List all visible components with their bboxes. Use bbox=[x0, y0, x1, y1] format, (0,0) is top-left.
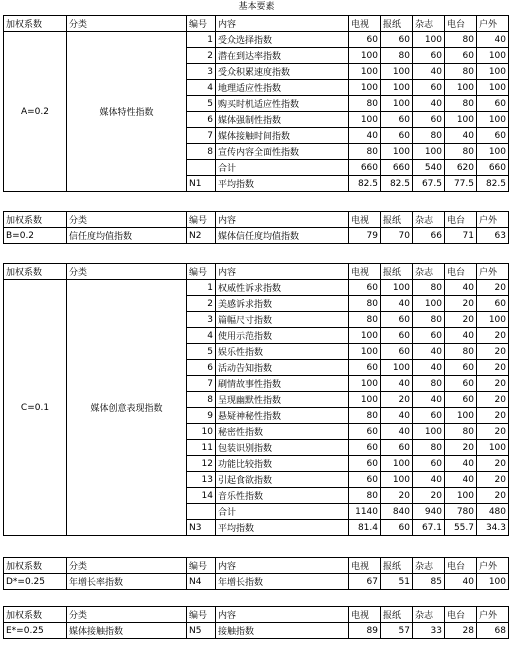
header-row bbox=[4, 212, 509, 228]
content-cell: 娱乐性指数 bbox=[216, 344, 349, 360]
value-cell: 40 bbox=[413, 472, 445, 488]
value-cell: 20 bbox=[381, 392, 413, 408]
header-content: 内容 bbox=[216, 212, 349, 228]
content-cell: 活动告知指数 bbox=[216, 360, 349, 376]
value-cell: 40 bbox=[381, 376, 413, 392]
header-newspaper: 报纸 bbox=[381, 607, 413, 623]
value-cell: 60 bbox=[349, 280, 381, 296]
value-cell: 100 bbox=[477, 144, 509, 160]
table-row bbox=[4, 32, 509, 48]
row-number-cell: 4 bbox=[187, 328, 216, 344]
value-cell: 100 bbox=[477, 64, 509, 80]
value-cell: 80 bbox=[413, 376, 445, 392]
category-cell: 信任度均值指数 bbox=[67, 228, 187, 244]
row-number-cell: 1 bbox=[187, 32, 216, 48]
header-row bbox=[4, 558, 509, 574]
header-row bbox=[4, 607, 509, 623]
average-value-cell: 77.5 bbox=[445, 176, 477, 192]
table-row bbox=[4, 280, 509, 296]
category-cell: 媒体特性指数 bbox=[67, 32, 187, 192]
table-row bbox=[4, 228, 509, 244]
value-cell: 71 bbox=[445, 228, 477, 244]
total-label: 合计 bbox=[216, 504, 349, 520]
value-cell: 80 bbox=[413, 128, 445, 144]
code-cell bbox=[187, 160, 216, 176]
value-cell: 60 bbox=[381, 328, 413, 344]
value-cell: 40 bbox=[413, 96, 445, 112]
header-content: 内容 bbox=[216, 607, 349, 623]
table-row bbox=[4, 574, 509, 590]
value-cell: 85 bbox=[413, 574, 445, 590]
value-cell: 40 bbox=[445, 328, 477, 344]
value-cell: 100 bbox=[381, 96, 413, 112]
content-cell: 呈现幽默性指数 bbox=[216, 392, 349, 408]
value-cell: 60 bbox=[413, 80, 445, 96]
value-cell: 20 bbox=[477, 392, 509, 408]
value-cell: 66 bbox=[413, 228, 445, 244]
header-newspaper: 报纸 bbox=[381, 212, 413, 228]
value-cell: 100 bbox=[381, 360, 413, 376]
header-code: 编号 bbox=[187, 16, 216, 32]
content-cell: 受众积累速度指数 bbox=[216, 64, 349, 80]
table-row bbox=[4, 623, 509, 639]
value-cell: 40 bbox=[445, 574, 477, 590]
header-radio: 电台 bbox=[445, 607, 477, 623]
value-cell: 20 bbox=[413, 488, 445, 504]
header-category: 分类 bbox=[67, 16, 187, 32]
value-cell: 60 bbox=[413, 328, 445, 344]
row-number-cell: 1 bbox=[187, 280, 216, 296]
value-cell: 100 bbox=[381, 456, 413, 472]
category-cell: 媒体创意表现指数 bbox=[67, 280, 187, 536]
average-value-cell: 82.5 bbox=[349, 176, 381, 192]
value-cell: 100 bbox=[445, 80, 477, 96]
value-cell: 63 bbox=[477, 228, 509, 244]
value-cell: 80 bbox=[445, 96, 477, 112]
weight-cell: A=0.2 bbox=[4, 32, 67, 192]
value-cell: 20 bbox=[477, 328, 509, 344]
value-cell: 20 bbox=[477, 472, 509, 488]
value-cell: 100 bbox=[477, 574, 509, 590]
header-code: 编号 bbox=[187, 607, 216, 623]
value-cell: 100 bbox=[445, 408, 477, 424]
content-cell: 引起食欲指数 bbox=[216, 472, 349, 488]
value-cell: 60 bbox=[349, 424, 381, 440]
value-cell: 60 bbox=[445, 376, 477, 392]
code-cell: N4 bbox=[187, 574, 216, 590]
value-cell: 40 bbox=[445, 472, 477, 488]
header-row bbox=[4, 264, 509, 280]
row-number-cell: 8 bbox=[187, 144, 216, 160]
header-category: 分类 bbox=[67, 212, 187, 228]
value-cell: 100 bbox=[477, 440, 509, 456]
content-cell: 宣传内容全面性指数 bbox=[216, 144, 349, 160]
value-cell: 80 bbox=[445, 32, 477, 48]
value-cell: 89 bbox=[349, 623, 381, 639]
header-weight: 加权系数 bbox=[4, 607, 67, 623]
page-title: 基本要素 bbox=[238, 2, 275, 12]
value-cell: 100 bbox=[381, 472, 413, 488]
row-number-cell: 2 bbox=[187, 48, 216, 64]
category-cell: 年增长率指数 bbox=[67, 574, 187, 590]
header-outdoor: 户外 bbox=[477, 264, 509, 280]
value-cell: 60 bbox=[477, 296, 509, 312]
header-outdoor: 户外 bbox=[477, 212, 509, 228]
code-cell: N3 bbox=[187, 520, 216, 536]
value-cell: 100 bbox=[349, 80, 381, 96]
header-category: 分类 bbox=[67, 607, 187, 623]
value-cell: 100 bbox=[477, 48, 509, 64]
value-cell: 60 bbox=[349, 360, 381, 376]
row-number-cell: 13 bbox=[187, 472, 216, 488]
value-cell: 80 bbox=[349, 312, 381, 328]
value-cell: 60 bbox=[349, 456, 381, 472]
header-magazine: 杂志 bbox=[413, 558, 445, 574]
value-cell: 80 bbox=[349, 96, 381, 112]
code-cell: N5 bbox=[187, 623, 216, 639]
header-code: 编号 bbox=[187, 558, 216, 574]
value-cell: 60 bbox=[445, 48, 477, 64]
value-cell: 40 bbox=[445, 280, 477, 296]
value-cell: 60 bbox=[381, 112, 413, 128]
value-cell: 80 bbox=[445, 144, 477, 160]
header-newspaper: 报纸 bbox=[381, 264, 413, 280]
value-cell: 40 bbox=[381, 296, 413, 312]
value-cell: 100 bbox=[349, 392, 381, 408]
value-cell: 100 bbox=[445, 112, 477, 128]
value-cell: 60 bbox=[413, 408, 445, 424]
header-category: 分类 bbox=[67, 558, 187, 574]
value-cell: 40 bbox=[477, 32, 509, 48]
value-cell: 80 bbox=[413, 280, 445, 296]
value-cell: 57 bbox=[381, 623, 413, 639]
content-cell: 音乐性指数 bbox=[216, 488, 349, 504]
value-cell: 20 bbox=[477, 424, 509, 440]
header-content: 内容 bbox=[216, 558, 349, 574]
value-cell: 80 bbox=[445, 424, 477, 440]
value-cell: 60 bbox=[381, 344, 413, 360]
header-tv: 电视 bbox=[349, 16, 381, 32]
header-radio: 电台 bbox=[445, 558, 477, 574]
row-number-cell: 10 bbox=[187, 424, 216, 440]
header-weight: 加权系数 bbox=[4, 16, 67, 32]
content-cell: 地理适应性指数 bbox=[216, 80, 349, 96]
section-a-table bbox=[3, 15, 509, 192]
value-cell: 40 bbox=[413, 360, 445, 376]
row-number-cell: 7 bbox=[187, 128, 216, 144]
value-cell: 60 bbox=[477, 128, 509, 144]
header-category: 分类 bbox=[67, 264, 187, 280]
value-cell: 40 bbox=[349, 128, 381, 144]
section-d-table bbox=[3, 557, 509, 590]
value-cell: 80 bbox=[349, 408, 381, 424]
content-cell: 媒体强制性指数 bbox=[216, 112, 349, 128]
average-value-cell: 34.3 bbox=[477, 520, 509, 536]
value-cell: 60 bbox=[349, 472, 381, 488]
weight-cell: B=0.2 bbox=[4, 228, 67, 244]
code-cell: N1 bbox=[187, 176, 216, 192]
content-cell: 秘密性指数 bbox=[216, 424, 349, 440]
value-cell: 80 bbox=[381, 48, 413, 64]
value-cell: 100 bbox=[477, 80, 509, 96]
average-value-cell: 82.5 bbox=[477, 176, 509, 192]
row-number-cell: 6 bbox=[187, 360, 216, 376]
value-cell: 40 bbox=[413, 392, 445, 408]
value-cell: 79 bbox=[349, 228, 381, 244]
value-cell: 20 bbox=[477, 344, 509, 360]
row-number-cell: 12 bbox=[187, 456, 216, 472]
value-cell: 40 bbox=[445, 456, 477, 472]
value-cell: 100 bbox=[477, 312, 509, 328]
header-newspaper: 报纸 bbox=[381, 558, 413, 574]
value-cell: 80 bbox=[445, 64, 477, 80]
header-tv: 电视 bbox=[349, 212, 381, 228]
header-tv: 电视 bbox=[349, 558, 381, 574]
header-content: 内容 bbox=[216, 16, 349, 32]
content-cell: 潜在到达率指数 bbox=[216, 48, 349, 64]
row-number-cell: 7 bbox=[187, 376, 216, 392]
header-radio: 电台 bbox=[445, 264, 477, 280]
value-cell: 20 bbox=[445, 296, 477, 312]
value-cell: 100 bbox=[349, 112, 381, 128]
row-number-cell: 14 bbox=[187, 488, 216, 504]
row-number-cell: 9 bbox=[187, 408, 216, 424]
value-cell: 20 bbox=[445, 312, 477, 328]
total-value-cell: 620 bbox=[445, 160, 477, 176]
row-number-cell: 3 bbox=[187, 64, 216, 80]
header-magazine: 杂志 bbox=[413, 16, 445, 32]
content-cell: 受众选择指数 bbox=[216, 32, 349, 48]
weight-cell: C=0.1 bbox=[4, 280, 67, 536]
header-weight: 加权系数 bbox=[4, 212, 67, 228]
value-cell: 100 bbox=[381, 80, 413, 96]
value-cell: 100 bbox=[349, 64, 381, 80]
total-value-cell: 940 bbox=[413, 504, 445, 520]
value-cell: 100 bbox=[349, 328, 381, 344]
value-cell: 80 bbox=[349, 296, 381, 312]
weight-cell: D*=0.25 bbox=[4, 574, 67, 590]
content-cell: 使用示范指数 bbox=[216, 328, 349, 344]
average-value-cell: 67.1 bbox=[413, 520, 445, 536]
value-cell: 60 bbox=[349, 440, 381, 456]
value-cell: 60 bbox=[381, 32, 413, 48]
code-cell bbox=[187, 504, 216, 520]
content-cell: 购买时机适应性指数 bbox=[216, 96, 349, 112]
value-cell: 80 bbox=[349, 144, 381, 160]
value-cell: 60 bbox=[445, 360, 477, 376]
header-code: 编号 bbox=[187, 212, 216, 228]
value-cell: 40 bbox=[381, 424, 413, 440]
header-weight: 加权系数 bbox=[4, 264, 67, 280]
value-cell: 20 bbox=[477, 360, 509, 376]
total-value-cell: 780 bbox=[445, 504, 477, 520]
value-cell: 28 bbox=[445, 623, 477, 639]
value-cell: 20 bbox=[477, 408, 509, 424]
content-cell: 功能比较指数 bbox=[216, 456, 349, 472]
total-value-cell: 1140 bbox=[349, 504, 381, 520]
value-cell: 100 bbox=[381, 144, 413, 160]
average-value-cell: 60 bbox=[381, 520, 413, 536]
content-cell: 接触指数 bbox=[216, 623, 349, 639]
value-cell: 20 bbox=[477, 280, 509, 296]
value-cell: 20 bbox=[477, 488, 509, 504]
total-value-cell: 480 bbox=[477, 504, 509, 520]
total-value-cell: 660 bbox=[477, 160, 509, 176]
header-tv: 电视 bbox=[349, 264, 381, 280]
row-number-cell: 6 bbox=[187, 112, 216, 128]
value-cell: 100 bbox=[477, 112, 509, 128]
total-label: 合计 bbox=[216, 160, 349, 176]
row-number-cell: 2 bbox=[187, 296, 216, 312]
value-cell: 60 bbox=[413, 112, 445, 128]
weight-cell: E*=0.25 bbox=[4, 623, 67, 639]
header-radio: 电台 bbox=[445, 16, 477, 32]
value-cell: 100 bbox=[413, 424, 445, 440]
value-cell: 70 bbox=[381, 228, 413, 244]
content-cell: 媒体接触时间指数 bbox=[216, 128, 349, 144]
value-cell: 60 bbox=[381, 128, 413, 144]
row-number-cell: 11 bbox=[187, 440, 216, 456]
value-cell: 100 bbox=[349, 376, 381, 392]
value-cell: 60 bbox=[477, 96, 509, 112]
header-weight: 加权系数 bbox=[4, 558, 67, 574]
category-cell: 媒体接触指数 bbox=[67, 623, 187, 639]
value-cell: 100 bbox=[413, 32, 445, 48]
content-cell: 美感诉求指数 bbox=[216, 296, 349, 312]
section-c-table bbox=[3, 263, 509, 536]
value-cell: 51 bbox=[381, 574, 413, 590]
value-cell: 100 bbox=[445, 488, 477, 504]
header-newspaper: 报纸 bbox=[381, 16, 413, 32]
total-value-cell: 840 bbox=[381, 504, 413, 520]
section-b-table bbox=[3, 211, 509, 244]
average-value-cell: 81.4 bbox=[349, 520, 381, 536]
average-label: 平均指数 bbox=[216, 176, 349, 192]
section-e-table bbox=[3, 606, 509, 639]
value-cell: 100 bbox=[381, 280, 413, 296]
value-cell: 100 bbox=[413, 144, 445, 160]
row-number-cell: 3 bbox=[187, 312, 216, 328]
average-value-cell: 67.5 bbox=[413, 176, 445, 192]
row-number-cell: 4 bbox=[187, 80, 216, 96]
value-cell: 100 bbox=[381, 64, 413, 80]
total-value-cell: 540 bbox=[413, 160, 445, 176]
row-number-cell: 8 bbox=[187, 392, 216, 408]
value-cell: 100 bbox=[349, 48, 381, 64]
content-cell: 权威性诉求指数 bbox=[216, 280, 349, 296]
header-content: 内容 bbox=[216, 264, 349, 280]
value-cell: 40 bbox=[413, 344, 445, 360]
value-cell: 33 bbox=[413, 623, 445, 639]
value-cell: 20 bbox=[477, 376, 509, 392]
value-cell: 40 bbox=[445, 128, 477, 144]
code-cell: N2 bbox=[187, 228, 216, 244]
header-row bbox=[4, 16, 509, 32]
content-cell: 年增长指数 bbox=[216, 574, 349, 590]
value-cell: 60 bbox=[445, 392, 477, 408]
average-value-cell: 55.7 bbox=[445, 520, 477, 536]
value-cell: 80 bbox=[349, 488, 381, 504]
header-magazine: 杂志 bbox=[413, 607, 445, 623]
value-cell: 60 bbox=[413, 48, 445, 64]
content-cell: 悬疑神秘性指数 bbox=[216, 408, 349, 424]
header-magazine: 杂志 bbox=[413, 212, 445, 228]
value-cell: 40 bbox=[413, 64, 445, 80]
value-cell: 100 bbox=[349, 344, 381, 360]
header-outdoor: 户外 bbox=[477, 607, 509, 623]
header-outdoor: 户外 bbox=[477, 16, 509, 32]
header-outdoor: 户外 bbox=[477, 558, 509, 574]
value-cell: 60 bbox=[349, 32, 381, 48]
value-cell: 80 bbox=[413, 312, 445, 328]
total-value-cell: 660 bbox=[349, 160, 381, 176]
value-cell: 100 bbox=[413, 296, 445, 312]
header-radio: 电台 bbox=[445, 212, 477, 228]
value-cell: 80 bbox=[445, 344, 477, 360]
value-cell: 68 bbox=[477, 623, 509, 639]
value-cell: 80 bbox=[413, 440, 445, 456]
row-number-cell: 5 bbox=[187, 344, 216, 360]
content-cell: 篇幅尺寸指数 bbox=[216, 312, 349, 328]
header-code: 编号 bbox=[187, 264, 216, 280]
value-cell: 60 bbox=[413, 456, 445, 472]
value-cell: 67 bbox=[349, 574, 381, 590]
value-cell: 20 bbox=[381, 488, 413, 504]
content-cell: 媒体信任度均值指数 bbox=[216, 228, 349, 244]
average-label: 平均指数 bbox=[216, 520, 349, 536]
header-magazine: 杂志 bbox=[413, 264, 445, 280]
value-cell: 20 bbox=[445, 440, 477, 456]
row-number-cell: 5 bbox=[187, 96, 216, 112]
content-cell: 刷情故事性指数 bbox=[216, 376, 349, 392]
average-value-cell: 82.5 bbox=[381, 176, 413, 192]
total-value-cell: 660 bbox=[381, 160, 413, 176]
value-cell: 60 bbox=[381, 440, 413, 456]
value-cell: 40 bbox=[381, 408, 413, 424]
header-tv: 电视 bbox=[349, 607, 381, 623]
value-cell: 20 bbox=[477, 456, 509, 472]
content-cell: 包装识别指数 bbox=[216, 440, 349, 456]
value-cell: 60 bbox=[381, 312, 413, 328]
